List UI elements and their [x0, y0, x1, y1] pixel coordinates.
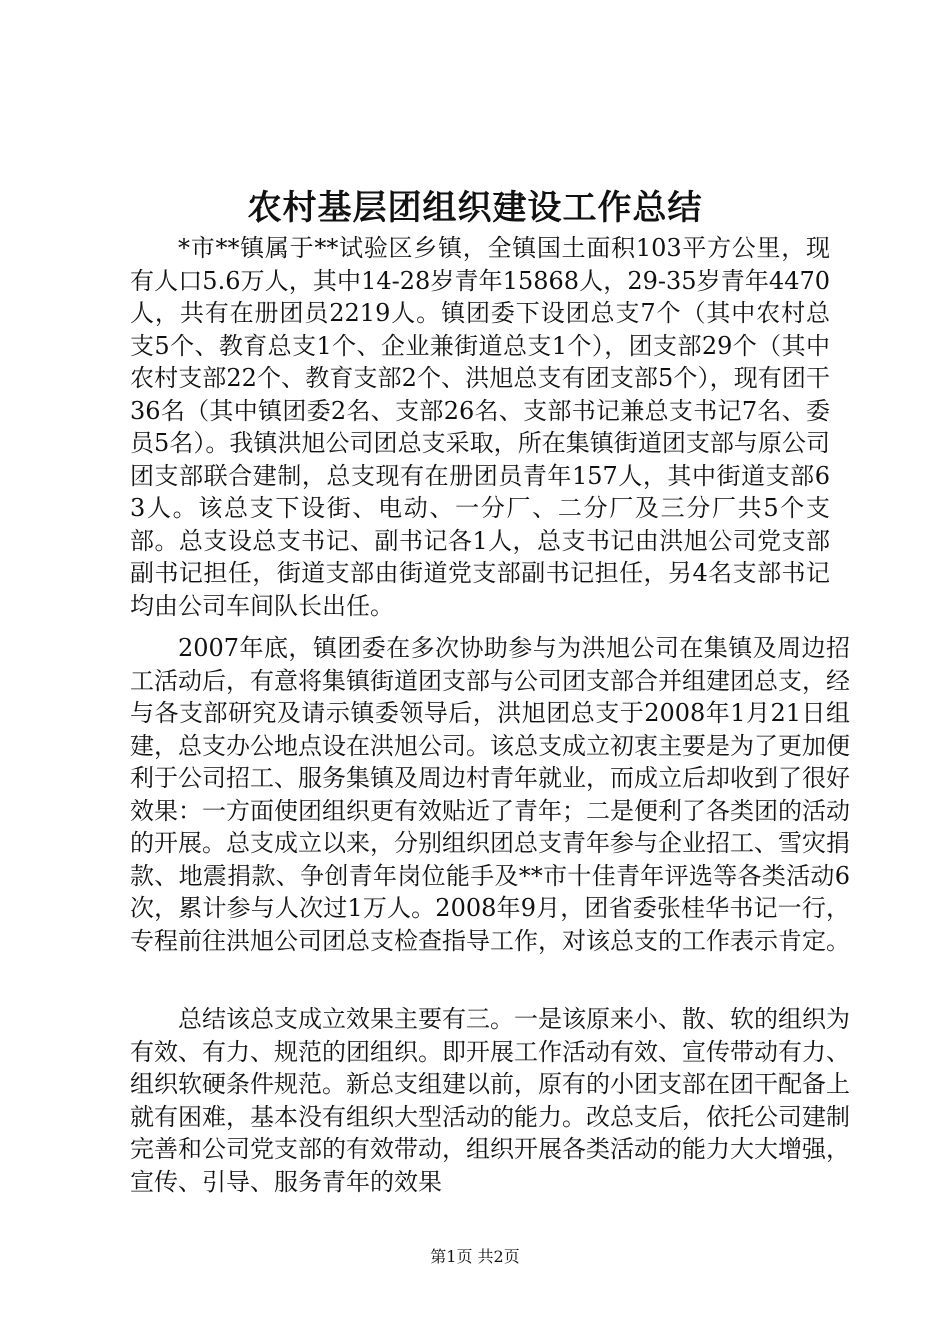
paragraph-summary: 总结该总支成立效果主要有三。一是该原来小、散、软的组织为有效、有力、规范的团组织。即开展工作活动有效、宣传带动有力、组织软硬条件规范。新总支组建以前，原有的小团支部在团干配备上就有困难，基本没有组织大型活动的能力。改总支后，依托公司建制完善和公司党支部的有效带动，组织开展各类活动的能力大大增强，宣传、引导、服务青年的效果: [130, 1005, 850, 1196]
document-title: 农村基层团组织建设工作总结: [247, 188, 703, 228]
paragraph-overview: *市**镇属于**试验区乡镇，全镇国土面积103平方公里，现有人口5.6万人，其中14-28岁青年15868人，29-35岁青年4470人，共有在册团员2219人。镇团委下设团总支7个（其中农村总支5个、教育总支1个、企业兼街道总支1个），团支部29个（其中农村支部22个、教育支部2个、洪旭总支有团支部5个），现有团干36名（其中镇团委2名、支部26名、支部书记兼总支书记7名、委员5名）。我镇洪旭公司团总支采取，所在集镇街道团支部与原公司团支部联合建制，总支现有在册团员青年157人，其中街道支部63人。该总支下设街、电动、一分厂、二分厂及三分厂共5个支部。总支设总支书记、副书记各1人，总支书记由洪旭公司党支部副书记担任，街道支部由街道党支部副书记担任，另4名支部书记均由公司车间队长出任。: [130, 234, 830, 620]
paragraph-establishment: 2007年底，镇团委在多次协助参与为洪旭公司在集镇及周边招工活动后，有意将集镇街道团支部与公司团支部合并组建团总支，经与各支部研究及请示镇委领导后，洪旭团总支于2008年1月21日组建，总支办公地点设在洪旭公司。该总支成立初衷主要是为了更加便利于公司招工、服务集镇及周边村青年就业，而成立后却收到了很好效果：一方面使团组织更有效贴近了青年；二是便利了各类团的活动的开展。总支成立以来，分别组织团总支青年参与企业招工、雪灾捐款、地震捐款、争创青年岗位能手及**市十佳青年评选等各类活动6次，累计参与人次过1万人。2008年9月，团省委张桂华书记一行，专程前往洪旭公司团总支检查指导工作，对该总支的工作表示肯定。: [130, 634, 850, 955]
page-footer: 第1页 共2页: [430, 1247, 520, 1266]
